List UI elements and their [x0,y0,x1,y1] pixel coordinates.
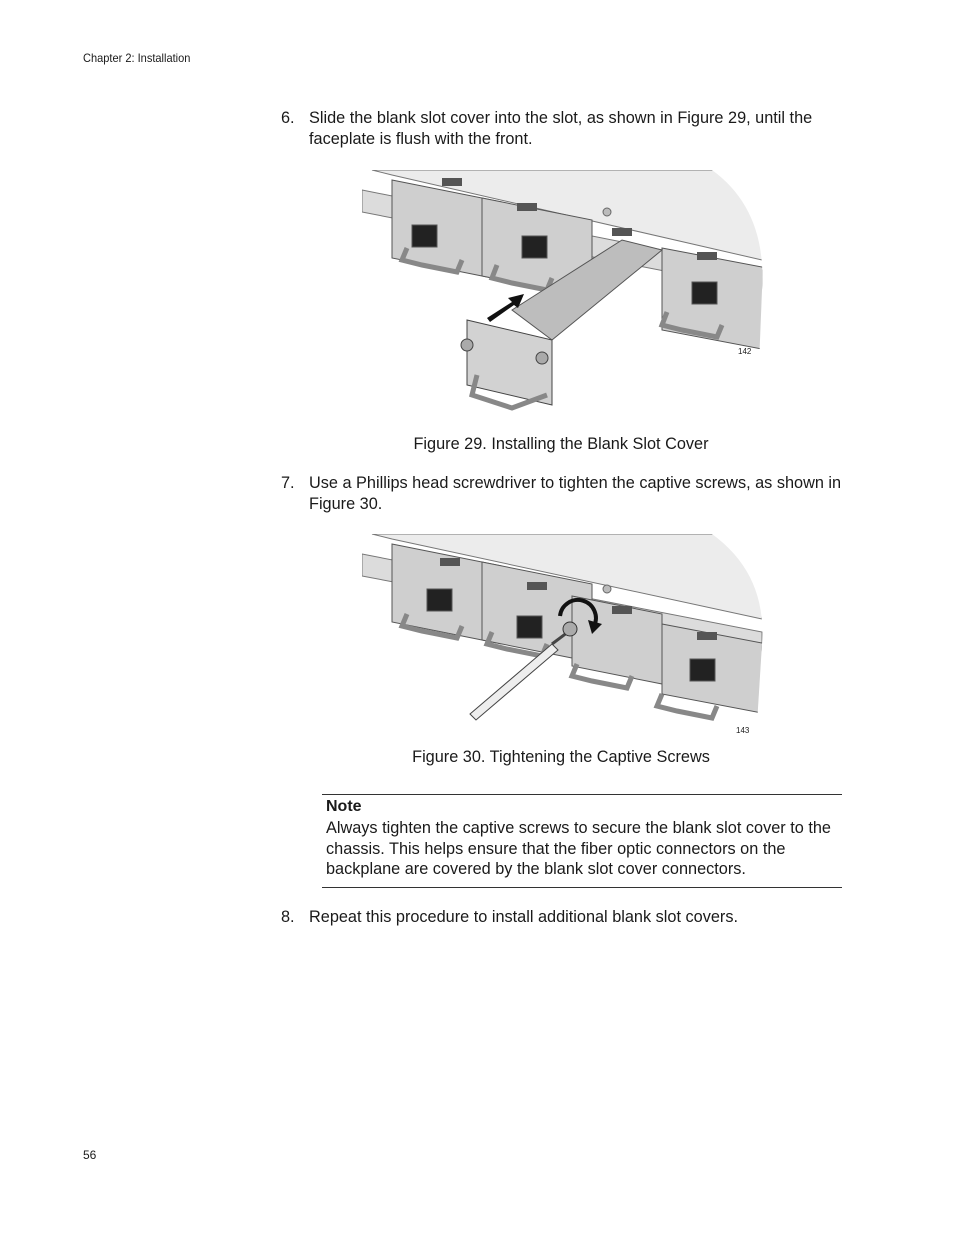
step-number: 8. [281,908,295,926]
figure-30-caption: Figure 30. Tightening the Captive Screws [412,748,710,766]
note-title: Note [326,798,362,815]
art-id-143: 143 [736,726,750,735]
step-number: 6. [281,109,295,127]
step-text: Slide the blank slot cover into the slot, as shown in Figure 29, until the faceplate is flush with the front. [309,109,813,148]
step-number: 7. [281,474,295,492]
step-text: Repeat this procedure to install additional blank slot covers. [309,908,738,926]
chapter-header: Chapter 2: Installation [83,51,191,65]
step-text: Use a Phillips head screwdriver to tighten the captive screws, as shown in Figure 30. [309,474,842,513]
note-box [322,794,842,888]
note-body: Always tighten the captive screws to secure the blank slot cover to the chassis. This helps ensure that the fiber optic connectors on the backplane are covered by the blank slot cover connectors. [326,819,831,878]
page-number: 56 [83,1148,97,1162]
figure-30-illustration [362,534,767,729]
figure-29-caption: Figure 29. Installing the Blank Slot Cover [413,435,709,453]
figure-29-illustration [362,170,767,420]
art-id-142: 142 [738,347,752,356]
